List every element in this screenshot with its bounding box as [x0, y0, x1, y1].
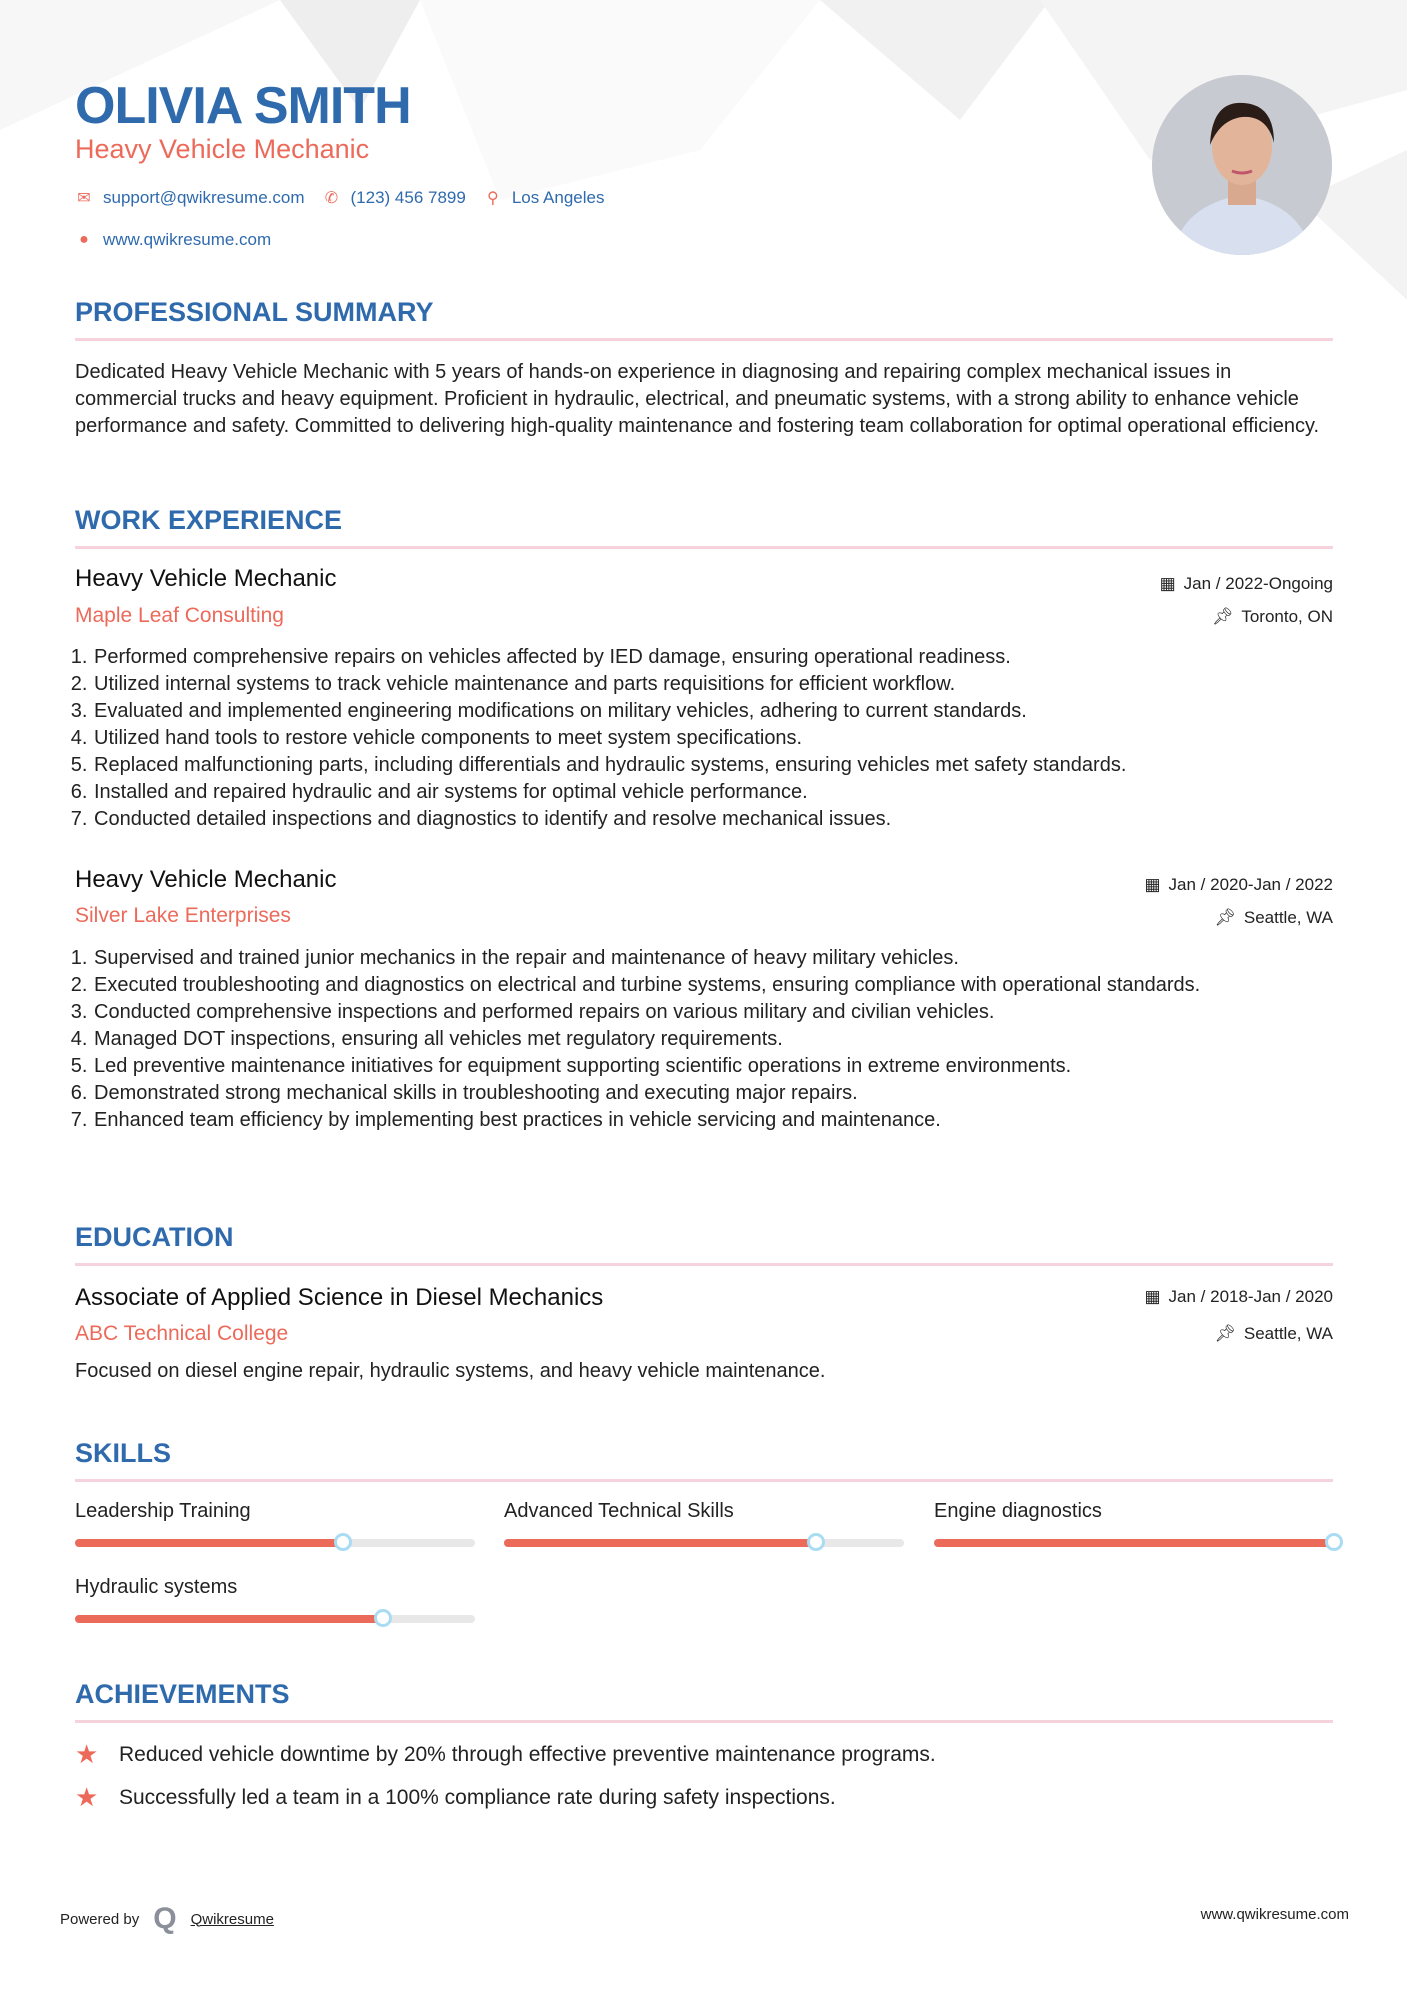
skill-label: Engine diagnostics	[934, 1500, 1102, 1522]
mail-icon: ✉	[77, 190, 91, 207]
section-divider	[75, 1263, 1333, 1266]
phone-text: (123) 456 7899	[350, 188, 466, 207]
candidate-name: OLIVIA SMITH	[75, 77, 411, 135]
website-row	[75, 230, 271, 250]
footer-website[interactable]: www.qwikresume.com	[1200, 1906, 1349, 1923]
skill-bar-fill	[504, 1539, 816, 1547]
bullet: 5. Replaced malfunctioning parts, including differentials and hydraulic systems, ensuring vehicles met safety standards.	[93, 752, 1340, 779]
skill-bar-fill	[934, 1539, 1334, 1547]
website-link[interactable]: www.qwikresume.com	[103, 230, 272, 249]
skill-bar	[75, 1539, 475, 1547]
skill-label: Advanced Technical Skills	[504, 1500, 734, 1522]
pin-icon: 📌︎	[1211, 607, 1234, 626]
skill-item	[75, 1576, 475, 1623]
achievement-text: Reduced vehicle downtime by 20% through effective preventive maintenance programs.	[119, 1742, 936, 1766]
section-divider	[75, 338, 1333, 341]
star-icon: ★	[75, 1782, 99, 1812]
summary-heading: PROFESSIONAL SUMMARY	[75, 297, 434, 327]
section-divider	[75, 1479, 1333, 1482]
dates-text: Jan / 2020-Jan / 2022	[1168, 875, 1333, 894]
location-pin-icon: ⚲	[486, 190, 499, 207]
degree: Associate of Applied Science in Diesel Mechanics	[75, 1284, 604, 1311]
bullet: 7. Conducted detailed inspections and diagnostics to identify and resolve mechanical issues.	[93, 806, 1340, 833]
skill-knob	[1325, 1533, 1343, 1551]
qwikresume-logo-icon: Q	[153, 1902, 177, 1935]
skill-label: Leadership Training	[75, 1500, 251, 1522]
school: ABC Technical College	[75, 1322, 289, 1345]
skill-knob	[807, 1533, 825, 1551]
job-company: Silver Lake Enterprises	[75, 904, 291, 927]
summary-text: Dedicated Heavy Vehicle Mechanic with 5 years of hands-on experience in diagnosing and repairing complex mechanical issues in commercial trucks and heavy equipment. Proficient in hydraulic, electrical, and pneumatic systems, with a strong ability to enhance vehicle performance and safety. Committed to delivering high-quality maintenance and fostering team collaboration for optimal operational efficiency.	[75, 361, 1320, 437]
education-heading: EDUCATION	[75, 1222, 234, 1252]
skills-heading: SKILLS	[75, 1438, 172, 1468]
dates-text: Jan / 2022-Ongoing	[1183, 574, 1333, 593]
location-text: Seattle, WA	[1243, 1324, 1333, 1343]
education-location	[1214, 1324, 1333, 1344]
section-divider	[75, 1720, 1333, 1723]
skill-bar-fill	[75, 1539, 343, 1547]
contact-row	[75, 188, 604, 208]
job-location	[1214, 908, 1333, 928]
bullet: 5. Led preventive maintenance initiatives for equipment supporting scientific operations in extreme environments.	[93, 1053, 1340, 1080]
skill-bar	[75, 1615, 475, 1623]
star-icon: ★	[75, 1739, 99, 1769]
bullet: 7. Enhanced team efficiency by implementing best practices in vehicle servicing and maintenance.	[93, 1107, 1340, 1134]
experience-heading: WORK EXPERIENCE	[75, 505, 343, 535]
calendar-icon: ▦	[1144, 875, 1161, 894]
skill-item	[75, 1500, 475, 1547]
education-dates	[1144, 1287, 1333, 1307]
job-dates	[1144, 875, 1333, 895]
section-divider	[75, 546, 1333, 549]
pin-icon: 📌︎	[1214, 1324, 1236, 1343]
phone-icon: ✆	[324, 190, 339, 207]
calendar-icon: ▦	[1144, 1287, 1161, 1306]
location-text: Toronto, ON	[1241, 607, 1333, 626]
skill-item	[934, 1500, 1334, 1547]
skill-bar	[504, 1539, 904, 1547]
job-company: Maple Leaf Consulting	[75, 604, 284, 627]
skill-label: Hydraulic systems	[75, 1576, 238, 1598]
bullet: 4. Utilized hand tools to restore vehicle components to meet system specifications.	[93, 725, 1340, 752]
pin-icon: 📌︎	[1214, 908, 1236, 927]
skill-knob	[374, 1609, 392, 1627]
achievement-text: Successfully led a team in a 100% compliance rate during safety inspections.	[119, 1785, 836, 1809]
bullet: 6. Demonstrated strong mechanical skills in troubleshooting and executing major repairs.	[93, 1080, 1340, 1107]
location-text: Seattle, WA	[1243, 908, 1333, 927]
achievements-heading: ACHIEVEMENTS	[75, 1679, 290, 1709]
email-link[interactable]: support@qwikresume.com	[103, 188, 305, 207]
skill-bar-fill	[75, 1615, 383, 1623]
bullet: 3. Conducted comprehensive inspections and performed repairs on various military and civilian vehicles.	[93, 999, 1340, 1026]
bullet: 3. Evaluated and implemented engineering modifications on military vehicles, adhering to current standards.	[93, 698, 1340, 725]
bullet: 1. Performed comprehensive repairs on vehicles affected by IED damage, ensuring operational readiness.	[93, 644, 1340, 671]
brand-link[interactable]: Qwikresume	[190, 1910, 274, 1928]
education-description: Focused on diesel engine repair, hydraulic systems, and heavy vehicle maintenance.	[75, 1360, 826, 1382]
skill-item	[504, 1500, 904, 1547]
bullet: 4. Managed DOT inspections, ensuring all vehicles met regulatory requirements.	[93, 1026, 1340, 1053]
skill-bar	[934, 1539, 1334, 1547]
job-title: Heavy Vehicle Mechanic	[75, 866, 337, 893]
calendar-icon: ▦	[1159, 574, 1176, 593]
job-title: Heavy Vehicle Mechanic	[75, 565, 337, 592]
job-bullets	[75, 945, 1340, 1134]
globe-icon: ●	[79, 231, 89, 248]
powered-by-label: Powered by	[60, 1910, 140, 1928]
job-bullets	[75, 644, 1340, 833]
candidate-title: Heavy Vehicle Mechanic	[75, 134, 370, 164]
footer-left	[60, 1902, 274, 1936]
job-dates	[1160, 574, 1333, 594]
job-location	[1212, 607, 1333, 627]
bullet: 2. Utilized internal systems to track vehicle maintenance and parts requisitions for efficient workflow.	[93, 671, 1340, 698]
achievement-item	[75, 1782, 836, 1813]
achievement-item	[75, 1739, 936, 1770]
dates-text: Jan / 2018-Jan / 2020	[1168, 1287, 1333, 1306]
bullet: 2. Executed troubleshooting and diagnostics on electrical and turbine systems, ensuring compliance with operational standards.	[93, 972, 1340, 999]
bullet: 1. Supervised and trained junior mechanics in the repair and maintenance of heavy military vehicles.	[93, 945, 1340, 972]
location-text: Los Angeles	[511, 188, 605, 207]
skill-knob	[334, 1533, 352, 1551]
profile-photo	[1152, 75, 1332, 255]
bullet: 6. Installed and repaired hydraulic and air systems for optimal vehicle performance.	[93, 779, 1340, 806]
